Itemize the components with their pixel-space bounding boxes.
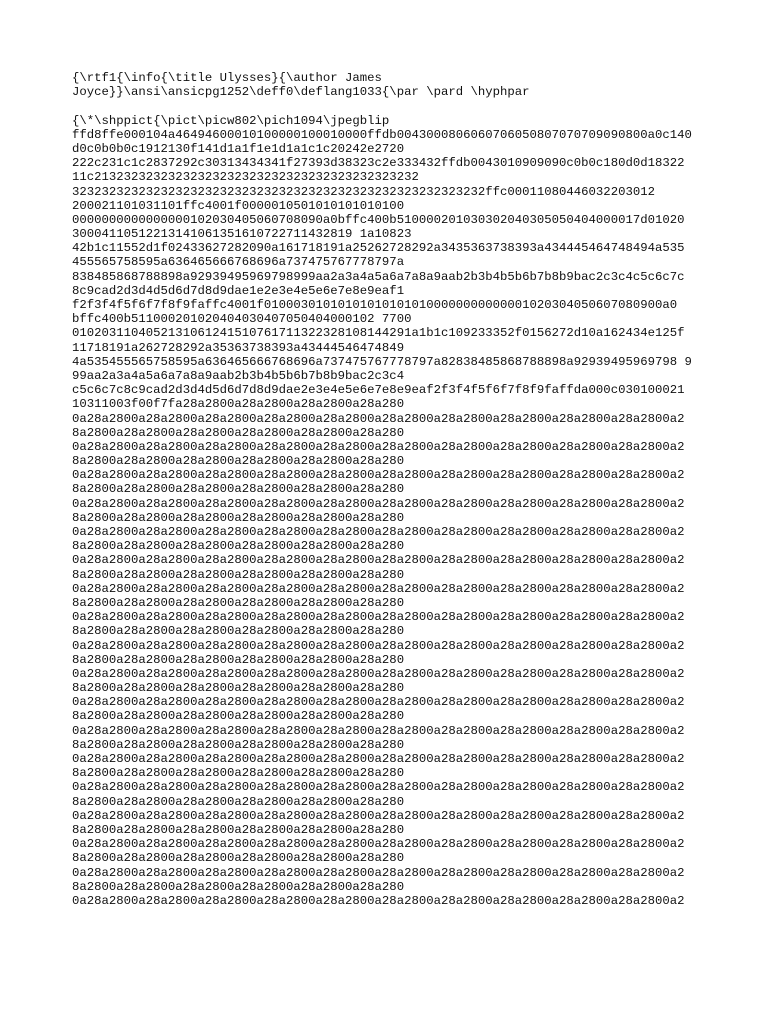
- hex-data-line: 0a28a2800a28a2800a28a2800a28a2800a28a2800a28a2800a28a2800a28a2800a28a2800a28a2800a2: [72, 808, 685, 823]
- hex-data-line: 8a2800a28a2800a28a2800a28a2800a28a2800a28a280: [72, 539, 405, 554]
- hex-data-line: 838485868788898a92939495969798999aa2a3a4a5a6a7a8a9aab2b3b4b5b6b7b8b9bac2c3c4c5c6c7c: [72, 269, 685, 284]
- hex-data-line: 8a2800a28a2800a28a2800a28a2800a28a2800a28a280: [72, 425, 405, 440]
- rtf-picture-data-block: [72, 114, 712, 909]
- hex-data-line: 8a2800a28a2800a28a2800a28a2800a28a2800a28a280: [72, 709, 405, 724]
- hex-data-line: 8a2800a28a2800a28a2800a28a2800a28a2800a28a280: [72, 652, 405, 667]
- hex-data-line: 0a28a2800a28a2800a28a2800a28a2800a28a2800a28a2800a28a2800a28a2800a28a2800a28a2800a2: [72, 439, 685, 454]
- hex-data-line: 0a28a2800a28a2800a28a2800a28a2800a28a2800a28a2800a28a2800a28a2800a28a2800a28a2800a2: [72, 723, 685, 738]
- hex-data-line: 0a28a2800a28a2800a28a2800a28a2800a28a2800a28a2800a28a2800a28a2800a28a2800a28a2800a2: [72, 638, 685, 653]
- hex-data-line: d0c0b0b0c1912130f141d1a1f1e1d1a1c1c20242e2720: [72, 141, 405, 156]
- hex-data-line: 8a2800a28a2800a28a2800a28a2800a28a2800a28a280: [72, 879, 405, 894]
- hex-data-line: 0a28a2800a28a2800a28a2800a28a2800a28a2800a28a2800a28a2800a28a2800a28a2800a28a2800a2: [72, 893, 685, 908]
- rtf-source-page: [72, 71, 712, 908]
- hex-data-line: 11c21323232323232323232323232323232323232323232: [72, 170, 419, 185]
- hex-data-line: 8a2800a28a2800a28a2800a28a2800a28a2800a28a280: [72, 851, 405, 866]
- hex-data-line: 0a28a2800a28a2800a28a2800a28a2800a28a2800a28a2800a28a2800a28a2800a28a2800a28a2800a2: [72, 468, 685, 483]
- hex-data-line: 8a2800a28a2800a28a2800a28a2800a28a2800a28a280: [72, 595, 405, 610]
- hex-data-line: 8a2800a28a2800a28a2800a28a2800a28a2800a28a280: [72, 567, 405, 582]
- hex-data-line: 8a2800a28a2800a28a2800a28a2800a28a2800a28a280: [72, 681, 405, 696]
- hex-data-line: 0a28a2800a28a2800a28a2800a28a2800a28a2800a28a2800a28a2800a28a2800a28a2800a28a2800a2: [72, 752, 685, 766]
- hex-data-line: 8a2800a28a2800a28a2800a28a2800a28a2800a28a280: [72, 624, 405, 639]
- hex-data-line: 8a2800a28a2800a28a2800a28a2800a28a2800a28a280: [72, 794, 405, 809]
- hex-data-line: 0a28a2800a28a2800a28a2800a28a2800a28a2800a28a2800a28a2800a28a2800a28a2800a28a2800a2: [72, 610, 685, 625]
- hex-data-line: 8a2800a28a2800a28a2800a28a2800a28a2800a28a280: [72, 510, 405, 525]
- hex-data-line: 0000000000000000102030405060708090a0bffc400b510000201030302040305050404000017d01020: [72, 212, 685, 227]
- rtf-header-block: [72, 71, 712, 99]
- hex-data-line: 8a2800a28a2800a28a2800a28a2800a28a2800a28a280: [72, 766, 405, 781]
- rtf-header-line: Joyce}}\ansi\ansicpg1252\deff0\deflang1033{\par \pard \hyphpar: [72, 85, 530, 100]
- hex-data-line: 0a28a2800a28a2800a28a2800a28a2800a28a2800a28a2800a28a2800a28a2800a28a2800a28a2800a2: [72, 496, 685, 511]
- hex-data-line: 0a28a2800a28a2800a28a2800a28a2800a28a2800a28a2800a28a2800a28a2800a28a2800a28a2800a2: [72, 581, 685, 596]
- hex-data-line: 8a2800a28a2800a28a2800a28a2800a28a2800a28a280: [72, 454, 405, 469]
- hex-data-line: 8c9cad2d3d4d5d6d7d8d9dae1e2e3e4e5e6e7e8e9eaf1: [72, 283, 405, 298]
- hex-data-line: 30004110512213141061351610722711432819 1a10823: [72, 227, 412, 242]
- hex-data-line: 32323232323232323232323232323232323232323232323232323232ffc00011080446032203012: [72, 184, 655, 199]
- hex-data-line: 455565758595a636465666768696a737475767778797a: [72, 255, 405, 270]
- hex-data-line: f2f3f4f5f6f7f8f9faffc4001f010003010101010101010100000000000001020304050607080900a0: [72, 298, 678, 312]
- hex-data-line: 200021101031101ffc4001f0000010501010101010100: [72, 198, 405, 213]
- hex-data-line: 0a28a2800a28a2800a28a2800a28a2800a28a2800a28a2800a28a2800a28a2800a28a2800a28a2800a2: [72, 837, 685, 852]
- hex-data-line: 0a28a2800a28a2800a28a2800a28a2800a28a2800a28a2800a28a2800a28a2800a28a2800a28a2800a2: [72, 780, 685, 795]
- hex-data-line: 0a28a2800a28a2800a28a2800a28a2800a28a2800a28a2800a28a2800a28a2800a28a2800a28a2800a2: [72, 411, 685, 426]
- hex-data-line: 42b1c11552d1f02433627282090a161718191a25262728292a3435363738393a434445464748494a535: [72, 241, 685, 256]
- hex-data-line: 11718191a262728292a35363738393a43444546474849: [72, 340, 405, 355]
- hex-data-line: 8a2800a28a2800a28a2800a28a2800a28a2800a28a280: [72, 482, 405, 497]
- hex-data-line: 8a2800a28a2800a28a2800a28a2800a28a2800a28a280: [72, 822, 405, 837]
- hex-data-line: 0a28a2800a28a2800a28a2800a28a2800a28a2800a28a2800a28a2800a28a2800a28a2800a28a2800a2: [72, 525, 685, 539]
- rtf-header-line: {\rtf1{\info{\title Ulysses}{\author James: [72, 71, 382, 85]
- blank-line: [72, 99, 712, 113]
- hex-data-line: 99aa2a3a4a5a6a7a8a9aab2b3b4b5b6b7b8b9bac2c3c4: [72, 368, 405, 383]
- hex-data-line: c5c6c7c8c9cad2d3d4d5d6d7d8d9dae2e3e4e5e6e7e8e9eaf2f3f4f5f6f7f8f9faffda000c030100021: [72, 383, 685, 398]
- hex-data-line: 0a28a2800a28a2800a28a2800a28a2800a28a2800a28a2800a28a2800a28a2800a28a2800a28a2800a2: [72, 553, 685, 568]
- rtf-picture-header-line: {\*\shppict{\pict\picw802\pich1094\jpegblip: [72, 113, 390, 128]
- hex-data-line: 0a28a2800a28a2800a28a2800a28a2800a28a2800a28a2800a28a2800a28a2800a28a2800a28a2800a2: [72, 666, 685, 681]
- hex-data-line: 8a2800a28a2800a28a2800a28a2800a28a2800a28a280: [72, 737, 405, 752]
- hex-data-line: bffc400b511000201020404030407050404000102 7700: [72, 312, 412, 327]
- hex-data-line: 10311003f00f7fa28a2800a28a2800a28a2800a28a280: [72, 397, 405, 412]
- hex-data-line: 222c231c1c2837292c30313434341f27393d38323c2e333432ffdb0043010909090c0b0c180d0d18322: [72, 156, 685, 171]
- hex-data-line: 0102031104052131061241510761711322328108144291a1b1c109233352f0156272d10a162434e125f: [72, 326, 685, 341]
- hex-data-line: 0a28a2800a28a2800a28a2800a28a2800a28a2800a28a2800a28a2800a28a2800a28a2800a28a2800a2: [72, 865, 685, 880]
- hex-data-line: 4a535455565758595a636465666768696a737475767778797a82838485868788898a92939495969798 9: [72, 354, 692, 369]
- hex-data-line: 0a28a2800a28a2800a28a2800a28a2800a28a2800a28a2800a28a2800a28a2800a28a2800a28a2800a2: [72, 695, 685, 710]
- hex-data-line: ffd8ffe000104a46494600010100000100010000ffdb0043000806060706050807070709090800a0c140: [72, 127, 692, 142]
